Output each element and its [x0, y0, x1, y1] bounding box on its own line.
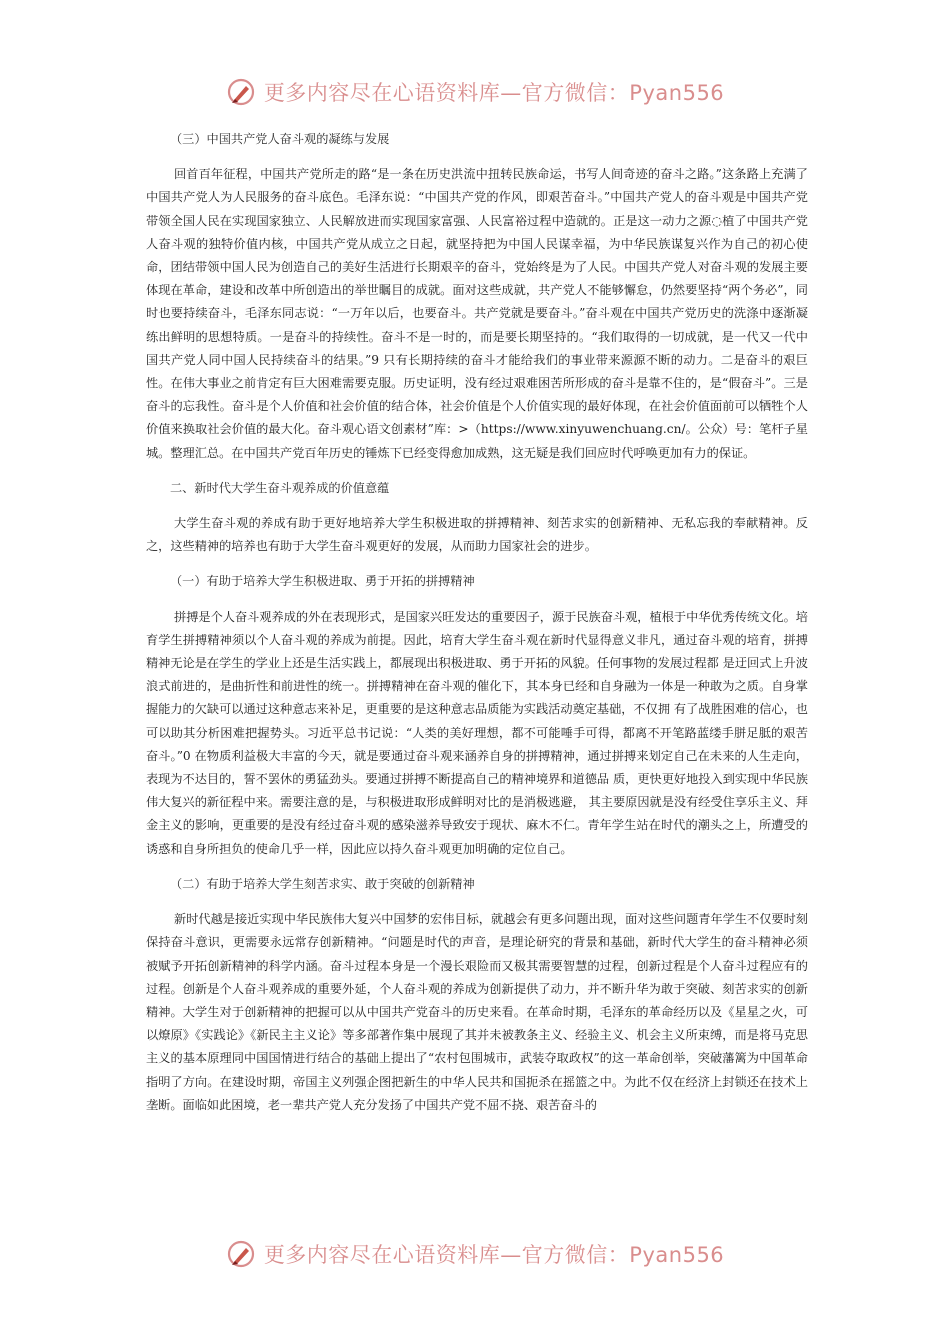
pen-logo-icon	[226, 77, 256, 107]
section-heading: （三）中国共产党人奋斗观的凝练与发展	[170, 132, 390, 146]
section-heading: （二）有助于培养大学生刻苦求实、敢于突破的创新精神	[170, 876, 475, 891]
body-paragraph: 回首百年征程，中国共产党所走的路“是一条在历史洪流中扭转民族命运，书写人间奇迹的奋斗之路。”这条路上充满了中国共产党人为人民服务的奋斗底色。毛泽东说：“中国共产党的作风，即艰苦奋斗。”中国共产党人的奋斗观是中国共产党带领全国人民在实现国家独立、人民解放进而实现国家富强、人民富裕过程中造就的。正是这一动力之源◌植了中国共产党人奋斗观的独特价值内核，中国共产党从成立之日起，就坚持把为中国人民谋幸福，为中华民族谋复兴作为自己的初心使命，团结带领中国人民为创造自己的美好生活进行长期艰辛的奋斗，党始终是为了人民。中国共产党人对奋斗观的发展主要体现在革命，建设和改革中所创造出的举世瞩目的成就。面对这些成就，共产党人不能够懈怠，仍然要坚持“两个务必”，同时也要持续奋斗，毛泽东同志说：“一万年以后，也要奋斗。共产党就是要奋斗。”奋斗观在中国共产党历史的洗涤中逐渐凝练出鲜明的思想特质。一是奋斗的持续性。奋斗不是一时的，而是要长期坚持的。“我们取得的一切成就，是一代又一代中国共产党人同中国人民持续奋斗的结果。”9 只有长期持续的奋斗才能给我们的事业带来源源不断的动力。二是奋斗的艰巨性。在伟大事业之前肯定有巨大困难需要克服。历史证明，没有经过艰难困苦所形成的奋斗是靠不住的，是“假奋斗”。三是奋斗的忘我性。奋斗是个人价值和社会价值的结合体，社会价值是个人价值实现的最好体现，在社会价值面前可以牺牲个人价值来换取社会价值的最大化。奋斗观心语文创素材”库：>（https://www.xinyuwenchuang.cn/。公众）号：笔杆子星城。整理汇总。在中国共产党百年历史的锤炼下已经变得愈加成熟，这无疑是我们回应时代呼唤更加有力的保证。	[146, 167, 808, 460]
header-watermark-banner	[0, 72, 950, 112]
body-paragraph: 大学生奋斗观的养成有助于更好地培养大学生积极进取的拼搏精神、刻苦求实的创新精神、无私忘我的奉献精神。反之，这些精神的培养也有助于大学生奋斗观更好的发展，从而助力国家社会的进步。	[146, 516, 808, 554]
watermark-text: 更多内容尽在心语资料库—官方微信：Pyan556	[263, 1243, 725, 1267]
body-paragraph: 新时代越是接近实现中华民族伟大复兴中国梦的宏伟目标，就越会有更多问题出现，面对这些问题青年学生不仅要时刻保持奋斗意识，更需要永远常存创新精神。“问题是时代的声音，是理论研究的背景和基础，新时代大学生的奋斗精神必须被赋予开拓创新精神的科学内涵。奋斗过程本身是一个漫长艰险而又极其需要智慧的过程，创新过程是个人奋斗过程应有的过程。创新是个人奋斗观养成的重要外延，个人奋斗观的养成为创新提供了动力，并不断升华为敢于突破、刻苦求实的创新精神。大学生对于创新精神的把握可以从中国共产党奋斗的历史来看。在革命时期，毛泽东的革命经历以及《星星之火，可以燎原》《实践论》《新民主主义论》等多部著作集中展现了其并未被教条主义、经验主义、机会主义所束缚，而是将马克思主义的基本原理同中国国情进行结合的基础上提出了“农村包围城市，武装夺取政权”的这一革命创举，突破藩篱为中国革命指明了方向。在建设时期，帝国主义列强企图把新生的中华人民共和国扼杀在摇篮之中。为此不仅在经济上封锁还在技术上垄断。面临如此困境，老一辈共产党人充分发扬了中国共产党不屈不挠、艰苦奋斗的	[146, 912, 808, 1112]
footer-watermark-banner	[0, 1234, 950, 1274]
pen-logo-icon	[226, 1239, 256, 1269]
watermark-text: 更多内容尽在心语资料库—官方微信：Pyan556	[263, 81, 725, 105]
body-paragraph: 拼搏是个人奋斗观养成的外在表现形式，是国家兴旺发达的重要因子，源于民族奋斗观，植根于中华优秀传统文化。培育学生拼搏精神须以个人奋斗观的养成为前提。因此，培育大学生奋斗观在新时代显得意义非凡，通过奋斗观的培育，拼搏精神无论是在学生的学业上还是生活实践上，都展现出积极进取、勇于开拓的风貌。任何事物的发展过程都 是迂回式上升波浪式前进的，是曲折性和前进性的统一。拼搏精神在奋斗观的催化下，其本身已经和自身融为一体是一种敢为之质。自身掌握能力的欠缺可以通过这种意志来补足，更重要的是这种意志品质能为实践活动奠定基础，不仅拥 有了战胜困难的信心，也可以助其分析困难把握势头。习近平总书记说：“人类的美好理想，都不可能唾手可得，都离不开笔路蓝缕手胼足胝的艰苦奋斗。”0 在物质利益极大丰富的今天，就是要通过奋斗观来涵养自身的拼搏精神，通过拼搏来划定自己在未来的人生走向，表现为不达目的，誓不罢休的勇猛劲头。要通过拼搏不断提高自己的精神境界和道德品 质，更快更好地投入到实现中华民族伟大复兴的新征程中来。需要注意的是，与积极进取形成鲜明对比的是消极逃避， 其主要原因就是没有经受住享乐主义、拜金主义的影响，更重要的是没有经过奋斗观的感染滋养导致安于现状、麻木不仁。青年学生站在时代的潮头之上，所遭受的诱惑和自身所担负的使命几乎一样，因此应以持久奋斗观更加明确的定位自己。	[146, 609, 808, 856]
section-heading: 二、新时代大学生奋斗观养成的价值意蕴	[170, 480, 390, 495]
document-body	[146, 128, 808, 1129]
section-heading: （一）有助于培养大学生积极进取、勇于开拓的拼搏精神	[170, 574, 475, 589]
